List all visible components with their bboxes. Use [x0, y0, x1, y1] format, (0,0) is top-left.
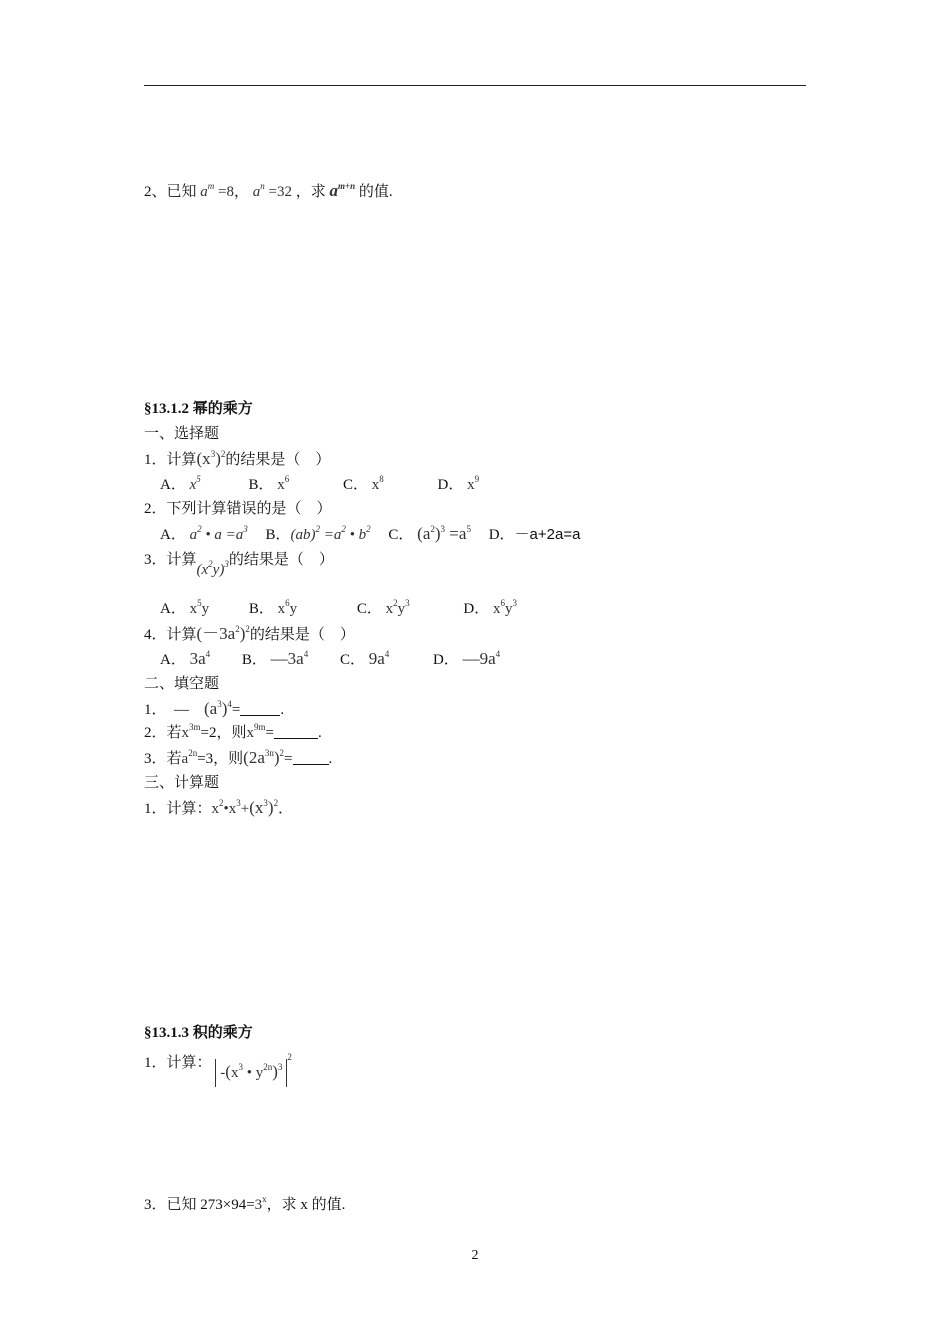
option-a: A． $3a^4$: [160, 649, 211, 668]
math-expr: $(-3a^2)^2$: [196, 624, 250, 643]
option-b: B．$(ab)^2 =a^2$ • $b^2$: [265, 524, 371, 543]
choice-question-2: 2．下列计算错误的是（ ）: [144, 501, 332, 517]
header-rule: [144, 85, 806, 86]
math-eq-8: =8: [218, 184, 234, 200]
option-a: A． $x^5$: [160, 474, 201, 493]
fill-question-1: 1． — $(a^3)^4=$ .: [144, 699, 285, 718]
math-expr: $(x^2y)^3$: [196, 559, 229, 578]
option-c: C． $(a^2)^3 =a^5$: [388, 524, 471, 543]
choice-options-4: [160, 648, 500, 671]
fill-question-2: 2．若$x^{3m}=2$，则$x^{9m}=$ .: [144, 722, 322, 741]
option-c: C． $x^2y^3$: [356, 598, 410, 617]
compute-question-1: 1．计算：$x^2•x^3+(x^3)^2$．: [144, 798, 294, 817]
option-d: D． $—9a^4$: [433, 649, 501, 668]
section-title-13-1-3: §13.1.3 积的乘方: [144, 1025, 253, 1041]
choice-options-1: [160, 474, 479, 496]
math-eq-32: =32: [268, 184, 292, 200]
option-c: C． $x^8$: [343, 474, 384, 493]
question-suffix: 的值.: [358, 184, 393, 200]
option-b: B． $—3a^4$: [241, 649, 309, 668]
question-text-ask: ，求: [295, 184, 326, 200]
question-text: 2、已知: [144, 184, 197, 200]
option-d: D．－a+2a=a: [488, 526, 581, 543]
question-2-prev: 2、已知 $a^m =8$， $a^n =32$ ，求 $a^{m+n}$ 的值.: [144, 181, 393, 200]
math-a-m: $a^m$: [200, 181, 215, 200]
product-question-1: 1．计算： $-(x^3$ • $y^{2n})^{32}$: [144, 1052, 292, 1087]
math-a-n: $a^n$: [252, 181, 265, 200]
fill-question-3: 3．若$a^{2n}=3$，则$(2a^{3n})^2=$ .: [144, 748, 333, 767]
part-heading-fill: 二、填空题: [144, 676, 220, 692]
bracket-expr: $-(x^3$ • $y^{2n})^3$: [215, 1059, 287, 1087]
option-d: D． $x^9$: [437, 474, 480, 493]
answer-blank[interactable]: [240, 701, 280, 716]
page-number: 2: [471, 1248, 479, 1263]
option-b: B． $x^6$: [248, 474, 290, 493]
answer-blank[interactable]: [293, 750, 329, 765]
choice-options-2: [160, 523, 580, 546]
section-title-13-1-2: §13.1.2 幂的乘方: [144, 401, 253, 417]
option-b: B． $x^6y$: [248, 598, 298, 617]
option-a: A． $a^2$ • $a =a^3$: [160, 524, 248, 543]
choice-options-3: [160, 598, 517, 620]
option-a: A． $x^5y$: [160, 598, 210, 617]
option-c: C． $9a^4$: [339, 649, 390, 668]
choice-question-4: 4．计算$(-3a^2)^2$的结果是（ ）: [144, 624, 355, 643]
part-heading-compute: 三、计算题: [144, 775, 220, 791]
choice-question-1: 1．计算$(x^3)^2$的结果是（ ）: [144, 449, 331, 468]
choice-question-3: 3．计算$(x^2y)^3$的结果是（ ）: [144, 552, 334, 578]
math-a-mn: $a^{m+n}$: [329, 181, 356, 200]
question-3-last: 3．已知 $273\times 94=3^x$，求 x 的值.: [144, 1194, 346, 1213]
answer-blank[interactable]: [274, 724, 318, 739]
math-expr: $(x^3)^2$: [196, 449, 226, 468]
option-d: D． $x^6y^3$: [463, 598, 517, 617]
part-heading-choice: 一、选择题: [144, 426, 220, 442]
